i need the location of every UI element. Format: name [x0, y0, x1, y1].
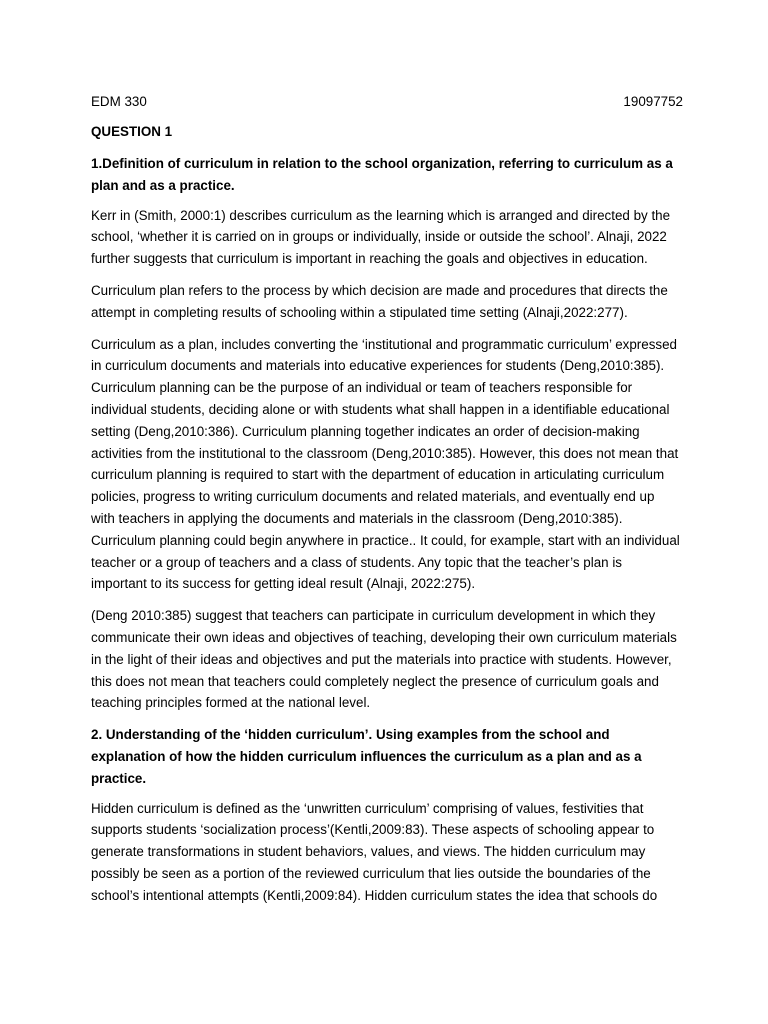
paragraph: Curriculum plan refers to the process by which decision are made and procedures that directs the attempt in completing results of schooling within a stipulated time setting (Alnaji,2022:277).: [91, 282, 668, 320]
section-heading-2: 2. Understanding of the ‘hidden curriculum’. Using examples from the school and explanation of how the hidden curriculum influences the curriculum as a plan and as a practice.: [91, 727, 642, 786]
paragraph: (Deng 2010:385) suggest that teachers can participate in curriculum development in which they communicate their own ideas and objectives of teaching, developing their own curriculum materials in the light of their ideas and objectives and put the materials into practice with students. However, this does not mean that teachers could completely neglect the presence of curriculum goals and teaching principles formed at the national level.: [91, 608, 677, 711]
course-code: EDM 330: [91, 94, 147, 109]
student-number: 19097752: [623, 94, 683, 109]
paragraph: Hidden curriculum is defined as the ‘unwritten curriculum’ comprising of values, festivities that supports students ‘socialization process’(Kentli,2009:83). These aspects of schooling appear to generate transformations in student behaviors, values, and views. The hidden curriculum may possibly be seen as a portion of the reviewed curriculum that lies outside the boundaries of the school’s intentional attempts (Kentli,2009:84). Hidden curriculum states the idea that schools do: [91, 800, 658, 903]
paragraph: Curriculum as a plan, includes converting the ‘institutional and programmatic curriculum’ expressed in curriculum documents and materials into educative experiences for students (Deng,2010:385). Curriculum planning can be the purpose of an individual or team of teachers responsible for individual students, deciding alone or with students what shall happen in a identifiable educational setting (Deng,2010:386). Curriculum planning together indicates an order of decision-making activities from the institutional to the classroom (Deng,2010:385). However, this does not mean that curriculum planning is required to start with the department of education in articulating curriculum policies, progress to writing curriculum documents and related materials, and eventually end up with teachers in applying the documents and materials in the classroom (Deng,2010:385). Curriculum planning could begin anywhere in practice.. It could, for example, start with an individual teacher or a group of teachers and a class of students. Any topic that the teacher’s plan is important to its success for getting ideal result (Alnaji, 2022:275).: [91, 336, 680, 592]
document-header: [91, 93, 683, 111]
section-heading-1: 1.Definition of curriculum in relation to the school organization, referring to curriculum as a plan and as a practice.: [91, 156, 673, 193]
paragraph: Kerr in (Smith, 2000:1) describes curriculum as the learning which is arranged and directed by the school, ‘whether it is carried on in groups or individually, inside or outside the school’. Alnaji, 2022 further suggests that curriculum is important in reaching the goals and objectives in education.: [91, 207, 671, 267]
question-title: QUESTION 1: [91, 124, 173, 139]
